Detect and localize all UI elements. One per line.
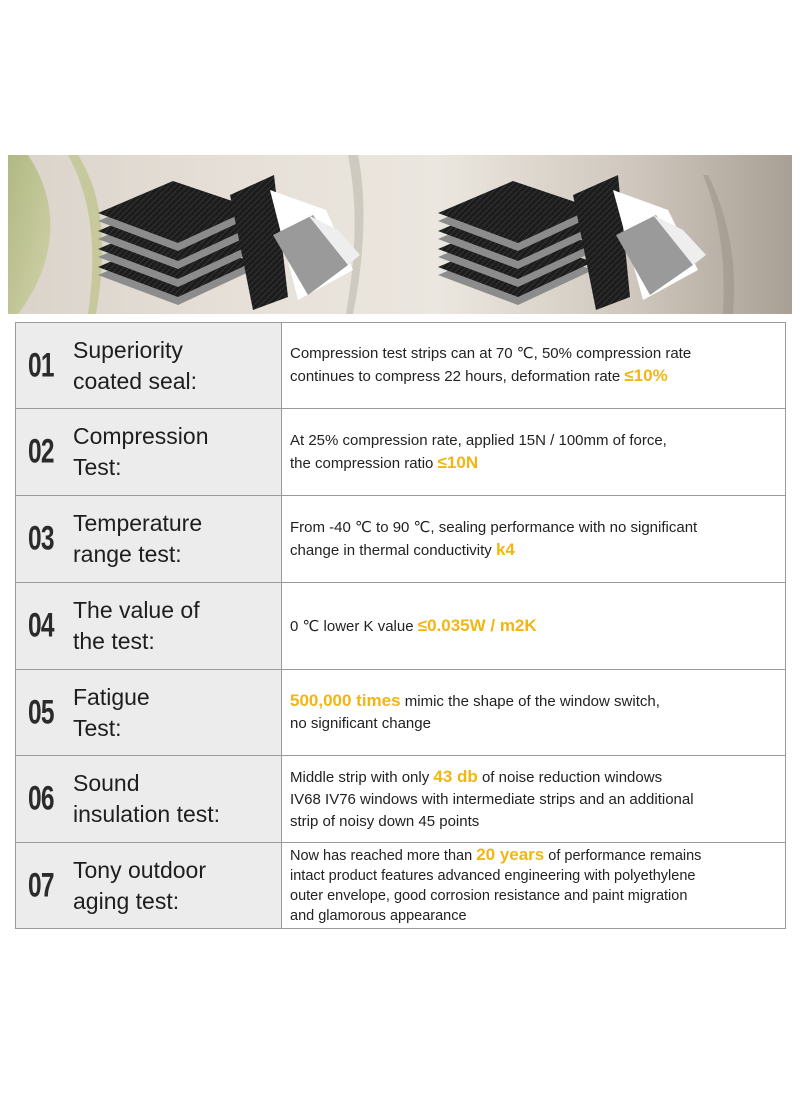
pad-standing-left [230, 175, 360, 310]
highlight-value: 500,000 times [290, 691, 401, 710]
highlight-value: ≤0.035W / m2K [417, 615, 537, 635]
row-description-cell [282, 843, 785, 928]
row-label-cell [16, 843, 282, 928]
row-number: 02 [28, 432, 54, 471]
desc-line: of noise reduction windows [477, 768, 663, 786]
row-title: Compression Test: [73, 423, 209, 480]
desc-line: continues to compress 22 hours, deformation rate [290, 368, 625, 385]
desc-line: Now has reached more than [290, 848, 477, 864]
row-description [282, 615, 537, 638]
row-title: Tony outdoor aging test: [73, 856, 206, 914]
row-title: Fatigue Test: [73, 683, 150, 741]
pad-stack-right [438, 181, 593, 305]
highlight-value: ≤10% [624, 366, 668, 385]
foam-pads-illustration [8, 155, 792, 314]
row-description [282, 690, 660, 735]
row-label-cell [16, 323, 282, 408]
desc-line: 0 ℃ lower K value [290, 617, 418, 635]
row-number: 03 [28, 519, 54, 558]
desc-line: change in thermal conductivity [290, 541, 496, 559]
desc-line: Middle strip with only [290, 768, 434, 786]
table-row [16, 496, 785, 583]
row-label-cell [16, 409, 282, 495]
desc-line: IV68 IV76 windows with intermediate strips and an additional [290, 790, 694, 808]
product-banner [8, 155, 792, 314]
table-row [16, 323, 785, 409]
row-number: 07 [28, 866, 54, 904]
desc-line: Compression test strips can at 70 ℃, 50% compression rate [290, 345, 692, 362]
table-row [16, 756, 785, 843]
row-description-cell [282, 496, 785, 582]
row-description [282, 766, 694, 833]
row-label-cell [16, 583, 282, 669]
test-results-table [15, 322, 786, 929]
desc-line: outer envelope, good corrosion resistance and paint migration [290, 888, 688, 904]
pad-standing-right [573, 175, 706, 310]
highlight-value: 20 years [476, 845, 545, 864]
highlight-value: ≤10N [437, 452, 479, 472]
desc-line: At 25% compression rate, applied 15N / 100mm of force, [290, 431, 667, 449]
row-number: 05 [28, 693, 54, 731]
row-description [282, 343, 691, 388]
desc-line: and glamorous appearance [290, 908, 467, 924]
desc-line: mimic the shape of the window switch, [400, 693, 660, 710]
table-row [16, 670, 785, 756]
table-row [16, 583, 785, 670]
desc-line: no significant change [290, 715, 431, 732]
desc-line: intact product features advanced engineering with polyethylene [290, 868, 696, 884]
row-label-cell [16, 756, 282, 842]
highlight-value: k4 [495, 539, 515, 559]
row-description-cell [282, 323, 785, 408]
row-description-cell [282, 756, 785, 842]
pad-stack-left [98, 181, 253, 305]
row-number: 04 [28, 606, 54, 645]
table-row [16, 409, 785, 496]
row-description-cell [282, 409, 785, 495]
row-description [282, 845, 701, 926]
row-description [282, 517, 697, 562]
row-title: Superiority coated seal: [73, 336, 198, 394]
row-title: Temperature range test: [73, 510, 203, 567]
row-label-cell [16, 496, 282, 582]
row-title: The value of the test: [73, 597, 200, 654]
desc-line: the compression ratio [290, 454, 438, 472]
row-description [282, 430, 667, 475]
table-row [16, 843, 785, 928]
row-title: Sound insulation test: [73, 770, 221, 827]
row-number: 06 [28, 779, 54, 818]
highlight-value: 43 db [433, 766, 478, 786]
desc-line: strip of noisy down 45 points [290, 812, 480, 830]
row-label-cell [16, 670, 282, 755]
desc-line: of performance remains [544, 848, 702, 864]
desc-line: From -40 ℃ to 90 ℃, sealing performance with no significant [290, 518, 698, 536]
row-number: 01 [28, 346, 54, 384]
row-description-cell [282, 670, 785, 755]
row-description-cell [282, 583, 785, 669]
